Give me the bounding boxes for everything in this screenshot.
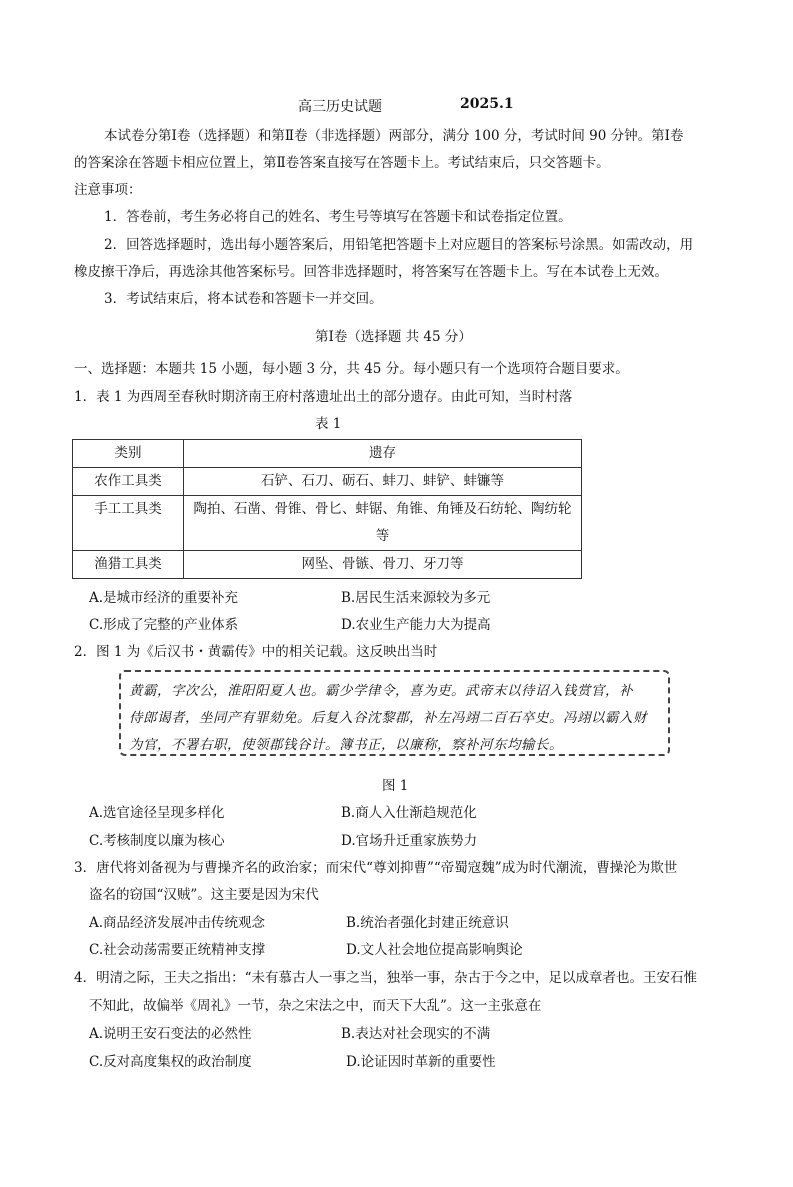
q4-stem-line-1: 4．明清之际，王夫之指出：“未有慕古人一事之当，独举一事，杂古于今之中，足以成章者也。王安石惟	[74, 970, 697, 986]
q4-option-c: C.反对高度集权的政治制度	[89, 1054, 252, 1070]
table-cell-line: 等	[375, 528, 390, 544]
notice-label: 注意事项：	[74, 182, 142, 198]
figure-caption: 图 1	[382, 778, 409, 794]
q2-option-d: D.官场升迁重家族势力	[341, 833, 478, 849]
q3-option-d: D.文人社会地位提高影响舆论	[346, 942, 523, 958]
section-heading: 第Ⅰ卷（选择题 共 45 分）	[315, 329, 472, 345]
table-cell: 渔猎工具类	[73, 551, 184, 579]
table-cell-line: 陶拍、石凿、骨锥、骨匕、蚌锯、角锥、角锤及石纺轮、陶纺轮	[193, 501, 572, 517]
quote-line: 为官，不署右职，使领郡钱谷计。簿书正，以廉称，察补河东均输长。	[129, 737, 563, 753]
table-cell: 网坠、骨镞、骨刀、牙刀等	[184, 551, 582, 579]
q4-option-a: A.说明王安石变法的必然性	[89, 1026, 252, 1042]
q3-stem-line-2: 盗名的窃国“汉贼”。这主要是因为宋代	[89, 887, 319, 903]
quote-line: 侍郎谒者，坐同产有罪劾免。后复入谷沈黎郡，补左冯翊二百石卒史。冯翊以霸入财	[129, 710, 647, 726]
q1-option-c: C.形成了完整的产业体系	[89, 617, 239, 633]
intro-line-2: 的答案涂在答题卡相应位置上，第Ⅱ卷答案直接写在答题卡上。考试结束后，只交答题卡。	[74, 155, 610, 171]
table-header-row	[73, 440, 582, 468]
table-header-category: 类别	[73, 440, 184, 468]
notice-item-3: 3．考试结束后，将本试卷和答题卡一并交回。	[104, 291, 383, 307]
q2-stem: 2．图 1 为《后汉书・黄霸传》中的相关记载。这反映出当时	[74, 644, 438, 660]
exam-title: 高三历史试题	[298, 99, 382, 115]
table-cell	[184, 496, 582, 551]
quote-line: 黄霸，字次公，淮阳阳夏人也。霸少学律令，喜为吏。武帝末以待诏入钱赏官，补	[129, 683, 633, 699]
q2-option-c: C.考核制度以廉为核心	[89, 833, 225, 849]
notice-item-1: 1．答卷前，考生务必将自己的姓名、考生号等填写在答题卡和试卷指定位置。	[104, 209, 572, 225]
table-row	[73, 468, 582, 496]
q3-option-a: A.商品经济发展冲击传统观念	[89, 915, 266, 931]
section-instruction: 一、选择题：本题共 15 小题，每小题 3 分，共 45 分。每小题只有一个选项符合题目要求。	[74, 361, 629, 377]
q4-option-b: B.表达对社会现实的不满	[341, 1026, 491, 1042]
q4-stem-line-2: 不知此，故偏举《周礼》一节，杂之宋法之中，而天下大乱”。这一主张意在	[89, 998, 542, 1014]
q2-option-b: B.商人入仕渐趋规范化	[341, 805, 477, 821]
table-caption: 表 1	[315, 416, 342, 432]
q1-stem: 1．表 1 为西周至春秋时期济南王府村落遗址出土的部分遗存。由此可知，当时村落	[74, 389, 573, 405]
q3-option-b: B.统治者强化封建正统意识	[346, 915, 509, 931]
exam-year: 2025.1	[460, 96, 514, 112]
table-row	[73, 496, 582, 551]
table-header-remains: 遗存	[184, 440, 582, 468]
q1-option-d: D.农业生产能力大为提高	[341, 617, 491, 633]
notice-item-2b: 橡皮擦干净后，再选涂其他答案标号。回答非选择题时，将答案写在答题卡上。写在本试卷上无效。	[74, 264, 668, 280]
q3-option-c: C.社会动荡需要正统精神支撑	[89, 942, 266, 958]
notice-item-2a: 2．回答选择题时，选出每小题答案后，用铅笔把答题卡上对应题目的答案标号涂黑。如需改动，用	[104, 237, 694, 253]
table-row	[73, 551, 582, 579]
table-cell: 石铲、石刀、砺石、蚌刀、蚌铲、蚌镰等	[184, 468, 582, 496]
table-cell: 农作工具类	[73, 468, 184, 496]
q3-stem-line-1: 3．唐代将刘备视为与曹操齐名的政治家；而宋代“尊刘抑曹”“帝蜀寇魏”成为时代潮流，曹操沦为欺世	[74, 860, 678, 876]
q1-option-b: B.居民生活来源较为多元	[341, 590, 491, 606]
q4-option-d: D.论证因时革新的重要性	[346, 1054, 496, 1070]
table-cell: 手工工具类	[73, 496, 184, 551]
q2-option-a: A.选官途径呈现多样化	[89, 805, 225, 821]
quote-box	[119, 670, 670, 756]
artifact-table	[72, 439, 582, 579]
intro-line-1: 本试卷分第Ⅰ卷（选择题）和第Ⅱ卷（非选择题）两部分，满分 100 分，考试时间 90 分钟。第Ⅰ卷	[104, 128, 684, 144]
q1-option-a: A.是城市经济的重要补充	[89, 590, 239, 606]
